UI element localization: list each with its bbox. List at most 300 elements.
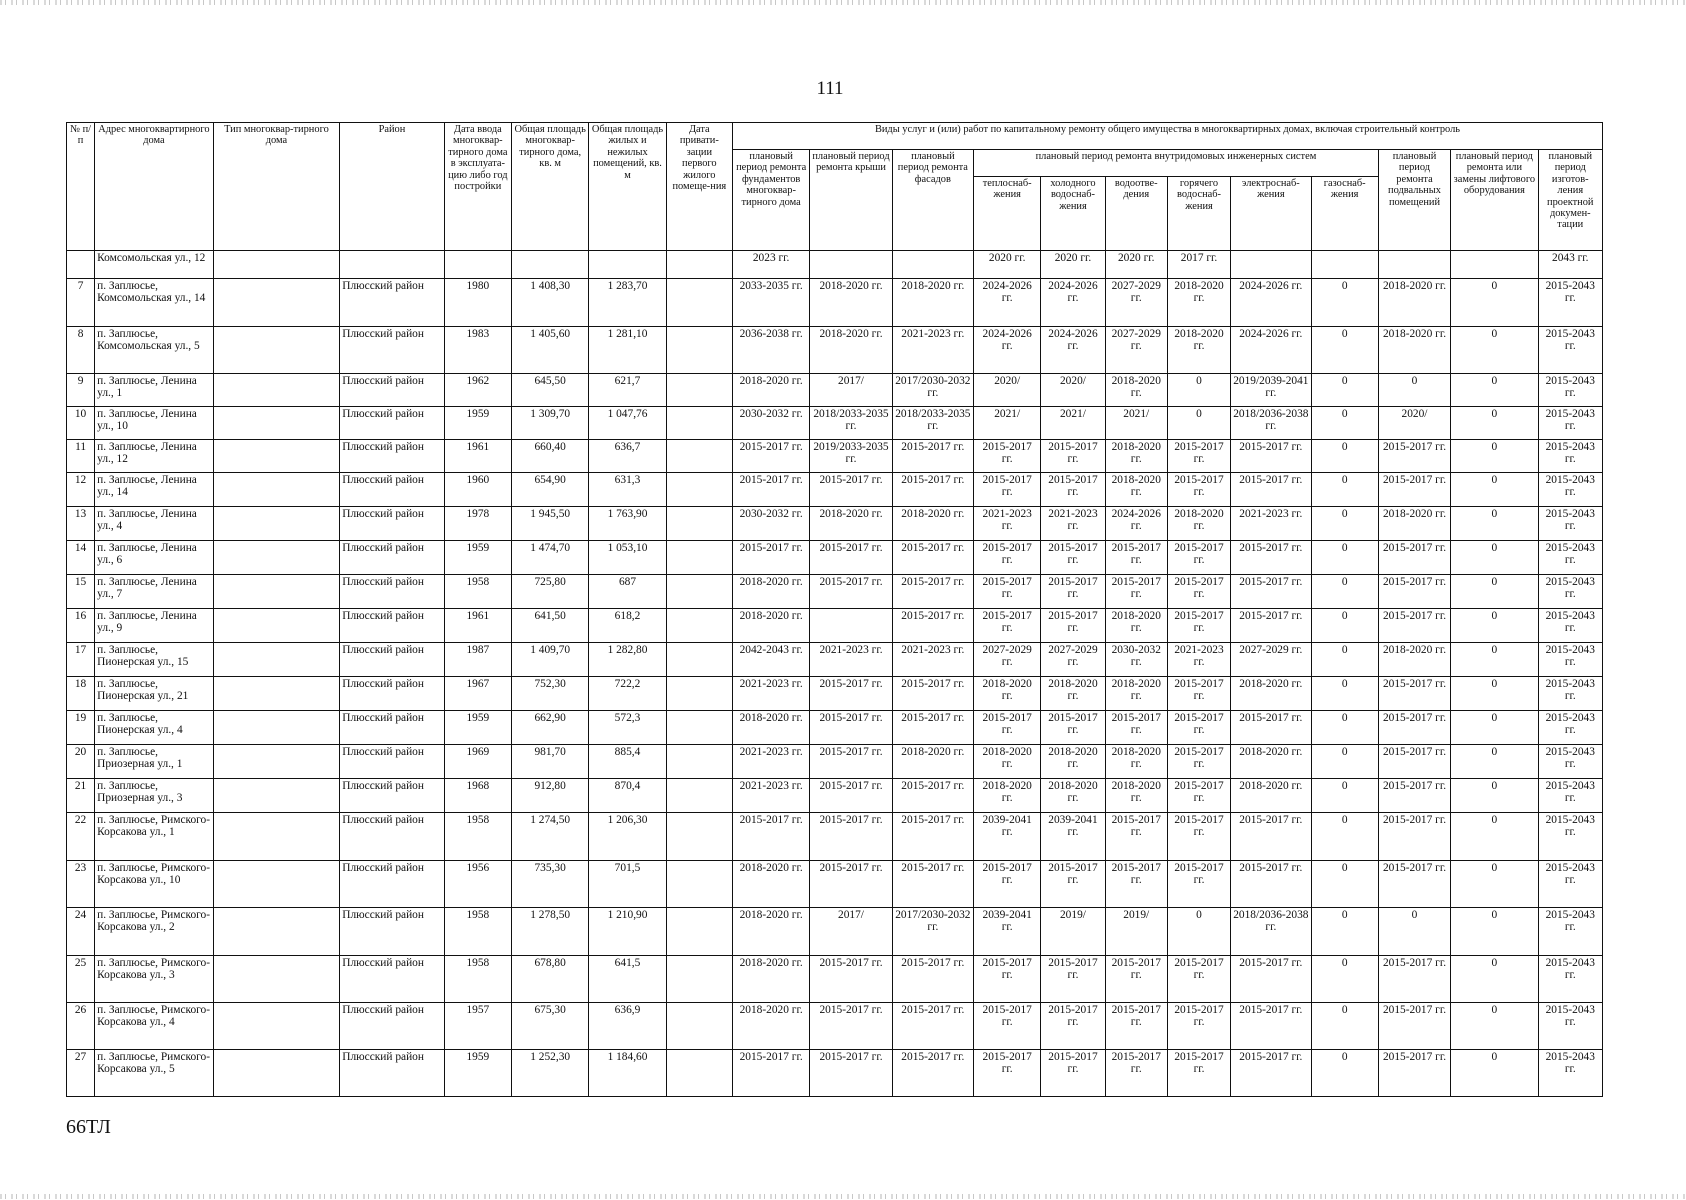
row-heat: 2015-2017 гг. <box>974 575 1041 609</box>
row-district: Плюсский район <box>340 956 444 1003</box>
row-total-area: 1 409,70 <box>511 643 588 677</box>
table-body <box>67 251 1603 1097</box>
row-sewer: 2015-2017 гг. <box>1105 711 1167 745</box>
row-district: Плюсский район <box>340 908 444 956</box>
row-living-area: 631,3 <box>589 473 666 507</box>
row-foundation: 2033-2035 гг. <box>732 279 809 327</box>
header-total-area: Общая площадь многоквар-тирного дома, кв. м <box>511 123 588 251</box>
row-facade: 2015-2017 гг. <box>892 813 973 861</box>
row-privatization <box>666 956 732 1003</box>
row-district: Плюсский район <box>340 813 444 861</box>
row-facade: 2018-2020 гг. <box>892 279 973 327</box>
table-row <box>67 956 1603 1003</box>
row-total-area: 654,90 <box>511 473 588 507</box>
row-hot-water: 2015-2017 гг. <box>1167 575 1230 609</box>
row-roof: 2017/ <box>810 374 892 407</box>
row-design-docs: 2015-2043 гг. <box>1538 407 1602 440</box>
row-elevator: 0 <box>1451 1050 1538 1097</box>
row-living-area: 885,4 <box>589 745 666 779</box>
row-cold-water: 2015-2017 гг. <box>1041 541 1105 575</box>
row-hot-water: 2015-2017 гг. <box>1167 1050 1230 1097</box>
row-district: Плюсский район <box>340 374 444 407</box>
row-sewer: 2015-2017 гг. <box>1105 861 1167 908</box>
row-living-area: 636,9 <box>589 1003 666 1050</box>
row-year: 1958 <box>444 908 511 956</box>
row-heat: 2020/ <box>974 374 1041 407</box>
row-cold-water: 2015-2017 гг. <box>1041 609 1105 643</box>
row-foundation: 2018-2020 гг. <box>732 861 809 908</box>
header-hot-water: горячего водоснаб-жения <box>1167 177 1230 251</box>
row-year: 1957 <box>444 1003 511 1050</box>
row-total-area: 1 252,30 <box>511 1050 588 1097</box>
row-type <box>213 956 340 1003</box>
row-facade: 2021-2023 гг. <box>892 643 973 677</box>
row-electric: 2015-2017 гг. <box>1231 861 1311 908</box>
row-roof: 2015-2017 гг. <box>810 711 892 745</box>
row-foundation: 2015-2017 гг. <box>732 1050 809 1097</box>
row-address: п. Заплюсье, Ленина ул., 14 <box>95 473 214 507</box>
row-electric: 2018-2020 гг. <box>1231 779 1311 813</box>
row-total-area: 912,80 <box>511 779 588 813</box>
row-foundation: 2015-2017 гг. <box>732 541 809 575</box>
row-number: 27 <box>67 1050 95 1097</box>
row-design-docs: 2015-2043 гг. <box>1538 575 1602 609</box>
row-gas: 0 <box>1311 609 1378 643</box>
row-year: 1983 <box>444 327 511 374</box>
row-number: 11 <box>67 440 95 473</box>
row-roof: 2019/2033-2035 гг. <box>810 440 892 473</box>
row-address: п. Заплюсье, Римского-Корсакова ул., 3 <box>95 956 214 1003</box>
row-year: 1987 <box>444 643 511 677</box>
row-heat: 2015-2017 гг. <box>974 609 1041 643</box>
row-roof: 2018-2020 гг. <box>810 507 892 541</box>
row-roof: 2015-2017 гг. <box>810 575 892 609</box>
row-electric: 2015-2017 гг. <box>1231 541 1311 575</box>
row-number: 9 <box>67 374 95 407</box>
row-number: 15 <box>67 575 95 609</box>
row-gas: 0 <box>1311 711 1378 745</box>
row-roof <box>810 609 892 643</box>
row-living-area: 687 <box>589 575 666 609</box>
row-electric <box>1231 251 1311 279</box>
row-address: п. Заплюсье, Ленина ул., 7 <box>95 575 214 609</box>
table-header <box>67 123 1603 251</box>
row-basement: 2018-2020 гг. <box>1378 507 1450 541</box>
table-row <box>67 327 1603 374</box>
row-hot-water: 2015-2017 гг. <box>1167 1003 1230 1050</box>
row-facade: 2015-2017 гг. <box>892 609 973 643</box>
row-elevator: 0 <box>1451 374 1538 407</box>
row-number: 24 <box>67 908 95 956</box>
header-sewer: водоотве-дения <box>1105 177 1167 251</box>
row-foundation: 2030-2032 гг. <box>732 407 809 440</box>
row-basement: 2015-2017 гг. <box>1378 609 1450 643</box>
row-address: п. Заплюсье, Ленина ул., 12 <box>95 440 214 473</box>
row-type <box>213 677 340 711</box>
row-district: Плюсский район <box>340 407 444 440</box>
row-gas: 0 <box>1311 440 1378 473</box>
row-roof: 2015-2017 гг. <box>810 745 892 779</box>
row-roof: 2015-2017 гг. <box>810 861 892 908</box>
row-total-area: 645,50 <box>511 374 588 407</box>
table-row <box>67 813 1603 861</box>
table-row <box>67 407 1603 440</box>
row-district: Плюсский район <box>340 779 444 813</box>
row-privatization <box>666 279 732 327</box>
row-hot-water: 0 <box>1167 908 1230 956</box>
row-sewer: 2021/ <box>1105 407 1167 440</box>
header-cold-water: холодного водоснаб-жения <box>1041 177 1105 251</box>
row-cold-water: 2021-2023 гг. <box>1041 507 1105 541</box>
row-total-area: 1 474,70 <box>511 541 588 575</box>
row-number: 20 <box>67 745 95 779</box>
row-type <box>213 779 340 813</box>
row-gas: 0 <box>1311 374 1378 407</box>
row-cold-water: 2024-2026 гг. <box>1041 279 1105 327</box>
row-cold-water: 2020 гг. <box>1041 251 1105 279</box>
row-number: 14 <box>67 541 95 575</box>
row-type <box>213 813 340 861</box>
row-electric: 2027-2029 гг. <box>1231 643 1311 677</box>
header-systems-group: плановый период ремонта внутридомовых инженерных систем <box>974 150 1379 177</box>
row-type <box>213 374 340 407</box>
row-privatization <box>666 1003 732 1050</box>
row-elevator: 0 <box>1451 440 1538 473</box>
row-design-docs: 2015-2043 гг. <box>1538 374 1602 407</box>
row-elevator: 0 <box>1451 745 1538 779</box>
row-privatization <box>666 507 732 541</box>
row-year: 1961 <box>444 609 511 643</box>
row-basement: 2015-2017 гг. <box>1378 677 1450 711</box>
row-year: 1962 <box>444 374 511 407</box>
row-cold-water: 2015-2017 гг. <box>1041 711 1105 745</box>
row-year: 1959 <box>444 1050 511 1097</box>
row-design-docs: 2015-2043 гг. <box>1538 643 1602 677</box>
row-type <box>213 711 340 745</box>
row-facade: 2015-2017 гг. <box>892 575 973 609</box>
row-heat: 2018-2020 гг. <box>974 779 1041 813</box>
row-type <box>213 507 340 541</box>
row-basement: 2015-2017 гг. <box>1378 1003 1450 1050</box>
row-hot-water: 2015-2017 гг. <box>1167 440 1230 473</box>
row-year: 1978 <box>444 507 511 541</box>
row-heat: 2018-2020 гг. <box>974 677 1041 711</box>
row-elevator: 0 <box>1451 677 1538 711</box>
row-district: Плюсский район <box>340 473 444 507</box>
row-address: п. Заплюсье, Пионерская ул., 15 <box>95 643 214 677</box>
row-foundation: 2036-2038 гг. <box>732 327 809 374</box>
row-elevator: 0 <box>1451 575 1538 609</box>
row-hot-water: 2015-2017 гг. <box>1167 711 1230 745</box>
header-design-docs: плановый период изготов-ления проектной докумен-тации <box>1538 150 1602 251</box>
row-foundation: 2023 гг. <box>732 251 809 279</box>
row-cold-water: 2019/ <box>1041 908 1105 956</box>
row-design-docs: 2015-2043 гг. <box>1538 956 1602 1003</box>
row-foundation: 2021-2023 гг. <box>732 779 809 813</box>
row-gas: 0 <box>1311 541 1378 575</box>
row-cold-water: 2021/ <box>1041 407 1105 440</box>
row-living-area: 1 210,90 <box>589 908 666 956</box>
table-row <box>67 745 1603 779</box>
row-gas: 0 <box>1311 745 1378 779</box>
row-cold-water: 2015-2017 гг. <box>1041 575 1105 609</box>
row-address: п. Заплюсье, Ленина ул., 6 <box>95 541 214 575</box>
row-privatization <box>666 374 732 407</box>
row-privatization <box>666 861 732 908</box>
row-type <box>213 745 340 779</box>
row-number: 7 <box>67 279 95 327</box>
row-total-area: 735,30 <box>511 861 588 908</box>
row-sewer: 2015-2017 гг. <box>1105 541 1167 575</box>
row-heat: 2024-2026 гг. <box>974 327 1041 374</box>
row-roof: 2015-2017 гг. <box>810 677 892 711</box>
row-living-area: 722,2 <box>589 677 666 711</box>
page-number: 111 <box>816 78 844 99</box>
row-cold-water: 2039-2041 гг. <box>1041 813 1105 861</box>
row-foundation: 2018-2020 гг. <box>732 374 809 407</box>
header-gas: газоснаб-жения <box>1311 177 1378 251</box>
row-address: п. Заплюсье, Римского-Корсакова ул., 2 <box>95 908 214 956</box>
row-year: 1961 <box>444 440 511 473</box>
row-privatization <box>666 779 732 813</box>
row-sewer: 2015-2017 гг. <box>1105 1050 1167 1097</box>
row-district: Плюсский район <box>340 440 444 473</box>
row-basement: 2020/ <box>1378 407 1450 440</box>
row-total-area: 1 274,50 <box>511 813 588 861</box>
row-year: 1959 <box>444 711 511 745</box>
row-heat: 2015-2017 гг. <box>974 473 1041 507</box>
row-facade: 2015-2017 гг. <box>892 1050 973 1097</box>
row-heat: 2027-2029 гг. <box>974 643 1041 677</box>
row-sewer: 2018-2020 гг. <box>1105 779 1167 813</box>
table-row <box>67 440 1603 473</box>
row-elevator: 0 <box>1451 908 1538 956</box>
row-roof: 2015-2017 гг. <box>810 1050 892 1097</box>
row-district: Плюсский район <box>340 575 444 609</box>
row-gas: 0 <box>1311 575 1378 609</box>
row-address: п. Заплюсье, Пионерская ул., 4 <box>95 711 214 745</box>
row-heat: 2039-2041 гг. <box>974 813 1041 861</box>
row-design-docs: 2015-2043 гг. <box>1538 1050 1602 1097</box>
row-design-docs: 2015-2043 гг. <box>1538 677 1602 711</box>
row-design-docs: 2015-2043 гг. <box>1538 745 1602 779</box>
row-district: Плюсский район <box>340 327 444 374</box>
row-elevator: 0 <box>1451 643 1538 677</box>
row-elevator: 0 <box>1451 1003 1538 1050</box>
row-gas: 0 <box>1311 643 1378 677</box>
row-living-area: 1 184,60 <box>589 1050 666 1097</box>
row-heat: 2020 гг. <box>974 251 1041 279</box>
row-facade: 2015-2017 гг. <box>892 1003 973 1050</box>
row-cold-water: 2015-2017 гг. <box>1041 1050 1105 1097</box>
row-electric: 2018/2036-2038 гг. <box>1231 407 1311 440</box>
row-design-docs: 2015-2043 гг. <box>1538 507 1602 541</box>
row-roof: 2015-2017 гг. <box>810 541 892 575</box>
row-number: 26 <box>67 1003 95 1050</box>
row-district: Плюсский район <box>340 541 444 575</box>
row-sewer: 2027-2029 гг. <box>1105 279 1167 327</box>
row-sewer: 2018-2020 гг. <box>1105 745 1167 779</box>
table-row <box>67 507 1603 541</box>
row-design-docs: 2015-2043 гг. <box>1538 908 1602 956</box>
row-privatization <box>666 440 732 473</box>
row-sewer: 2015-2017 гг. <box>1105 813 1167 861</box>
row-facade: 2015-2017 гг. <box>892 956 973 1003</box>
row-basement: 2015-2017 гг. <box>1378 745 1450 779</box>
row-type <box>213 473 340 507</box>
header-district: Район <box>340 123 444 251</box>
table-row <box>67 711 1603 745</box>
table-row <box>67 575 1603 609</box>
row-elevator: 0 <box>1451 507 1538 541</box>
row-district: Плюсский район <box>340 279 444 327</box>
row-basement: 2015-2017 гг. <box>1378 956 1450 1003</box>
row-number: 10 <box>67 407 95 440</box>
row-elevator: 0 <box>1451 813 1538 861</box>
row-design-docs: 2015-2043 гг. <box>1538 279 1602 327</box>
row-living-area: 870,4 <box>589 779 666 813</box>
row-total-area: 678,80 <box>511 956 588 1003</box>
row-type <box>213 407 340 440</box>
row-elevator <box>1451 251 1538 279</box>
row-elevator: 0 <box>1451 327 1538 374</box>
row-type <box>213 440 340 473</box>
row-address: п. Заплюсье, Ленина ул., 9 <box>95 609 214 643</box>
row-year <box>444 251 511 279</box>
header-facade: плановый период ремонта фасадов <box>892 150 973 251</box>
row-foundation: 2021-2023 гг. <box>732 677 809 711</box>
row-type <box>213 1050 340 1097</box>
row-basement: 2018-2020 гг. <box>1378 643 1450 677</box>
row-design-docs: 2015-2043 гг. <box>1538 473 1602 507</box>
row-hot-water: 2015-2017 гг. <box>1167 677 1230 711</box>
row-cold-water: 2020/ <box>1041 374 1105 407</box>
row-gas: 0 <box>1311 779 1378 813</box>
row-living-area: 1 281,10 <box>589 327 666 374</box>
row-number: 13 <box>67 507 95 541</box>
row-total-area: 662,90 <box>511 711 588 745</box>
row-year: 1958 <box>444 575 511 609</box>
row-design-docs: 2015-2043 гг. <box>1538 440 1602 473</box>
row-sewer: 2015-2017 гг. <box>1105 1003 1167 1050</box>
row-privatization <box>666 575 732 609</box>
row-living-area: 1 206,30 <box>589 813 666 861</box>
row-design-docs: 2015-2043 гг. <box>1538 609 1602 643</box>
row-hot-water: 0 <box>1167 407 1230 440</box>
row-foundation: 2018-2020 гг. <box>732 1003 809 1050</box>
row-gas: 0 <box>1311 327 1378 374</box>
scan-edge-top <box>0 0 1686 5</box>
row-hot-water: 2017 гг. <box>1167 251 1230 279</box>
row-electric: 2019/2039-2041 гг. <box>1231 374 1311 407</box>
row-living-area: 641,5 <box>589 956 666 1003</box>
row-hot-water: 2018-2020 гг. <box>1167 507 1230 541</box>
row-number: 23 <box>67 861 95 908</box>
table-row <box>67 1003 1603 1050</box>
row-year: 1956 <box>444 861 511 908</box>
row-cold-water: 2015-2017 гг. <box>1041 1003 1105 1050</box>
row-electric: 2018-2020 гг. <box>1231 677 1311 711</box>
row-heat: 2015-2017 гг. <box>974 1050 1041 1097</box>
header-heat: теплоснаб-жения <box>974 177 1041 251</box>
row-heat: 2015-2017 гг. <box>974 440 1041 473</box>
row-design-docs: 2015-2043 гг. <box>1538 1003 1602 1050</box>
row-gas: 0 <box>1311 1003 1378 1050</box>
row-number: 16 <box>67 609 95 643</box>
row-sewer: 2019/ <box>1105 908 1167 956</box>
row-privatization <box>666 609 732 643</box>
row-gas: 0 <box>1311 473 1378 507</box>
row-roof: 2015-2017 гг. <box>810 779 892 813</box>
row-foundation: 2042-2043 гг. <box>732 643 809 677</box>
row-facade: 2018-2020 гг. <box>892 507 973 541</box>
row-hot-water: 2021-2023 гг. <box>1167 643 1230 677</box>
row-basement: 2015-2017 гг. <box>1378 779 1450 813</box>
row-number: 12 <box>67 473 95 507</box>
row-district: Плюсский район <box>340 861 444 908</box>
row-total-area: 725,80 <box>511 575 588 609</box>
row-foundation: 2015-2017 гг. <box>732 813 809 861</box>
table-row <box>67 374 1603 407</box>
table-row <box>67 908 1603 956</box>
row-living-area: 1 282,80 <box>589 643 666 677</box>
row-electric: 2015-2017 гг. <box>1231 440 1311 473</box>
row-basement: 2015-2017 гг. <box>1378 440 1450 473</box>
row-heat: 2018-2020 гг. <box>974 745 1041 779</box>
row-electric: 2015-2017 гг. <box>1231 473 1311 507</box>
row-type <box>213 908 340 956</box>
row-privatization <box>666 1050 732 1097</box>
row-elevator: 0 <box>1451 407 1538 440</box>
row-cold-water: 2018-2020 гг. <box>1041 677 1105 711</box>
row-foundation: 2018-2020 гг. <box>732 711 809 745</box>
row-heat: 2024-2026 гг. <box>974 279 1041 327</box>
row-heat: 2015-2017 гг. <box>974 541 1041 575</box>
row-gas: 0 <box>1311 279 1378 327</box>
row-roof: 2015-2017 гг. <box>810 813 892 861</box>
row-cold-water: 2018-2020 гг. <box>1041 779 1105 813</box>
row-facade: 2021-2023 гг. <box>892 327 973 374</box>
row-foundation: 2018-2020 гг. <box>732 908 809 956</box>
row-hot-water: 2015-2017 гг. <box>1167 779 1230 813</box>
row-basement: 2015-2017 гг. <box>1378 1050 1450 1097</box>
table-row <box>67 541 1603 575</box>
row-total-area <box>511 251 588 279</box>
row-hot-water: 2015-2017 гг. <box>1167 745 1230 779</box>
row-privatization <box>666 251 732 279</box>
row-address: п. Заплюсье, Комсомольская ул., 5 <box>95 327 214 374</box>
row-district: Плюсский район <box>340 745 444 779</box>
row-design-docs: 2015-2043 гг. <box>1538 327 1602 374</box>
row-hot-water: 2015-2017 гг. <box>1167 861 1230 908</box>
row-total-area: 1 408,30 <box>511 279 588 327</box>
row-privatization <box>666 407 732 440</box>
row-electric: 2015-2017 гг. <box>1231 575 1311 609</box>
row-total-area: 981,70 <box>511 745 588 779</box>
row-number: 22 <box>67 813 95 861</box>
row-address: п. Заплюсье, Римского-Корсакова ул., 10 <box>95 861 214 908</box>
row-number: 18 <box>67 677 95 711</box>
row-district: Плюсский район <box>340 643 444 677</box>
row-facade: 2015-2017 гг. <box>892 473 973 507</box>
row-year: 1967 <box>444 677 511 711</box>
row-electric: 2021-2023 гг. <box>1231 507 1311 541</box>
row-facade: 2015-2017 гг. <box>892 861 973 908</box>
row-address: п. Заплюсье, Приозерная ул., 3 <box>95 779 214 813</box>
table-row <box>67 279 1603 327</box>
row-privatization <box>666 908 732 956</box>
capital-repair-table <box>66 122 1603 1097</box>
